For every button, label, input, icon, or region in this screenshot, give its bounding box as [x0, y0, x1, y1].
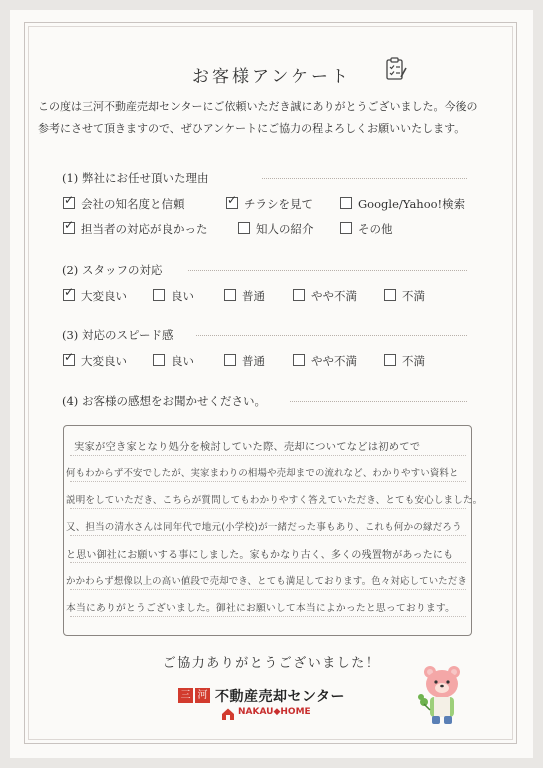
- clipboard-checklist-icon: [385, 57, 407, 81]
- checkbox[interactable]: [224, 354, 236, 366]
- question-1-rule: [262, 178, 467, 179]
- question-4-label: (4) お客様の感想をお聞かせください。: [62, 394, 266, 408]
- q2-option-very-good[interactable]: ✓大変良い: [63, 288, 127, 304]
- question-2-label: (2) スタッフの対応: [62, 263, 163, 277]
- checkbox[interactable]: [153, 289, 165, 301]
- handwritten-line-7: 本当にありがとうございました。御社にお願いして本当によかったと思っております。: [66, 603, 456, 614]
- q1-option-web-search[interactable]: Google/Yahoo!検索: [340, 196, 465, 212]
- checkbox[interactable]: [293, 354, 305, 366]
- checkbox[interactable]: [63, 289, 75, 301]
- handwritten-line-2: 何もわからず不安でしたが、実家まわりの相場や売却までの流れなど、わかりやすい資料と: [66, 468, 459, 479]
- q2-option-good[interactable]: 良い: [153, 288, 194, 304]
- q1-option-flyer[interactable]: ✓ チラシを見て: [226, 196, 313, 212]
- company-logo: [178, 688, 378, 738]
- intro-text: [38, 96, 508, 140]
- answer-rule: [70, 535, 466, 536]
- answer-rule: [70, 508, 466, 509]
- answer-rule: [70, 562, 466, 563]
- q1-option-referral[interactable]: 知人の紹介: [238, 221, 314, 237]
- question-2-rule: [188, 270, 467, 271]
- answer-rule: [70, 455, 466, 456]
- logo-brand-sub: NAKAU◆HOME: [238, 707, 311, 717]
- logo-badge-kawa: 河: [195, 688, 210, 703]
- q2-option-dissatisfied[interactable]: 不満: [384, 288, 425, 304]
- survey-title: お客様アンケート: [192, 67, 351, 87]
- checkbox[interactable]: [63, 222, 75, 234]
- q3-option-very-good[interactable]: ✓大変良い: [63, 353, 127, 369]
- checkbox[interactable]: [340, 222, 352, 234]
- answer-rule: [70, 616, 466, 617]
- intro-line-2: 参考にさせて頂きますので、ぜひアンケートにご協力の程よろしくお願いいたします。: [38, 122, 466, 135]
- question-3-label: (3) 対応のスピード感: [62, 328, 174, 342]
- checkbox[interactable]: [63, 197, 75, 209]
- question-4-rule: [290, 401, 467, 402]
- checkbox[interactable]: [238, 222, 250, 234]
- logo-badge-mi: 三: [178, 688, 193, 703]
- checkbox[interactable]: [293, 289, 305, 301]
- checkbox[interactable]: [384, 289, 396, 301]
- answer-rule: [70, 589, 466, 590]
- q1-option-staff-response[interactable]: ✓担当者の対応が良かった: [63, 221, 208, 237]
- handwritten-line-6: かかわらず想像以上の高い値段で売却でき、とても満足しております。色々対応していただき: [66, 576, 468, 587]
- handwritten-line-5: と思い御社にお願いする事にしました。家もかなり古く、多くの残置物があったにも: [66, 550, 454, 561]
- handwritten-line-1: 実家が空き家となり処分を検討していた際、売却についてなどは初めてで: [74, 441, 421, 453]
- q2-option-somewhat-dissatisfied[interactable]: やや不満: [293, 288, 357, 304]
- checkbox[interactable]: [384, 354, 396, 366]
- logo-company-name: 不動産売却センター: [215, 689, 345, 705]
- question-1-label: (1) 弊社にお任せ頂いた理由: [62, 171, 209, 185]
- checkbox[interactable]: [226, 197, 238, 209]
- answer-rule: [70, 481, 466, 482]
- question-3-rule: [196, 335, 467, 336]
- handwritten-line-4: 又、担当の清水さんは同年代で地元(小学校)が一緒だった事もあり、これも何かの縁だろう: [66, 522, 462, 533]
- q1-option-company-reputation[interactable]: ✓会社の知名度と信頼: [63, 196, 185, 212]
- checkbox[interactable]: [153, 354, 165, 366]
- q3-option-good[interactable]: 良い: [153, 353, 194, 369]
- q3-option-dissatisfied[interactable]: 不満: [384, 353, 425, 369]
- thank-you-message: ご協力ありがとうございました！: [162, 656, 381, 671]
- q3-option-somewhat-dissatisfied[interactable]: やや不満: [293, 353, 357, 369]
- checkbox[interactable]: [340, 197, 352, 209]
- checkbox[interactable]: [224, 289, 236, 301]
- handwritten-line-3: 説明をしていただき、こちらが質問してもわかりやすく答えていただき、とても安心しました。: [66, 495, 483, 506]
- q1-option-other[interactable]: その他: [340, 221, 393, 237]
- q2-option-average[interactable]: 普通: [224, 288, 265, 304]
- intro-line-1: この度は三河不動産売却センターにご依頼いただき誠にありがとうございました。今後の: [38, 100, 478, 113]
- bear-mascot-icon: [418, 664, 466, 726]
- checkbox[interactable]: [63, 354, 75, 366]
- house-icon: [221, 707, 235, 721]
- q3-option-average[interactable]: 普通: [224, 353, 265, 369]
